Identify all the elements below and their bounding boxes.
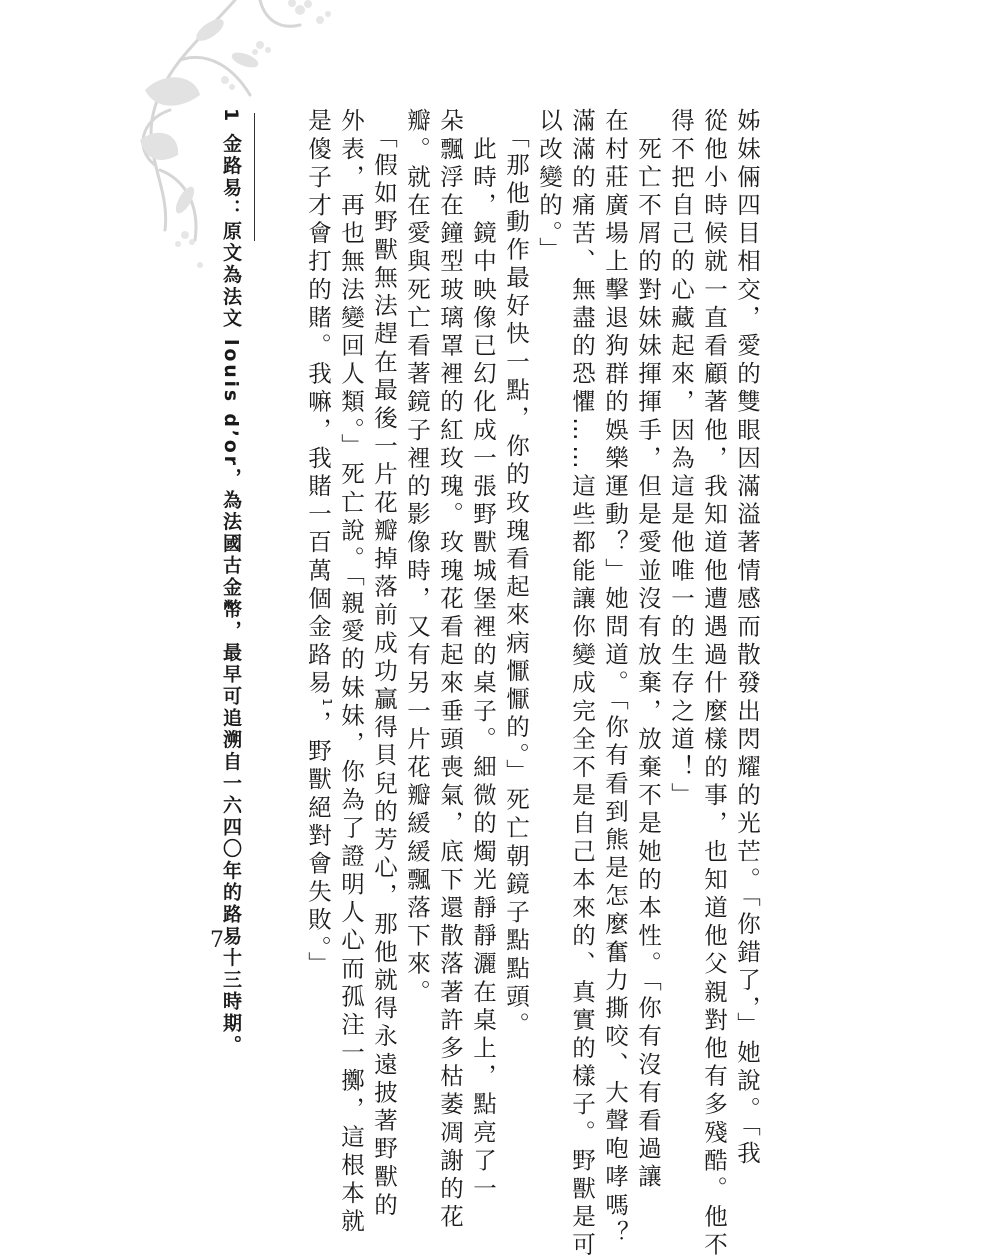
text-column-1: 姊妹倆四目相交，愛的雙眼因滿溢著情感而散發出閃耀的光芒。「你錯了，」她說。「我: [733, 108, 761, 1169]
footnote: 1 金路易：原文為法文 louis d’or，為法國古金幣，最早可追溯自一六四〇年的路易十三時期。: [220, 108, 242, 1057]
text-column-3: 得不把自己的心藏起來，因為這是他唯一的生存之道！」: [667, 108, 695, 811]
text-column-2: 從他小時候就一直看顧著他，我知道他遭遇過什麼樣的事，也知道他父親對他有多殘酷。他不: [700, 108, 728, 1260]
text-column-8: 「那他動作最好快一點，你的玫瑰看起來病懨懨的。」死亡朝鏡子點點頭。: [502, 108, 530, 1040]
text-column-12: 「假如野獸無法趕在最後一片花瓣掉落前成功贏得貝兒的芳心，那他就得永遠披著野獸的: [370, 108, 398, 1221]
page-number: 7: [210, 928, 224, 953]
text-column-4: 死亡不屑的對妹妹揮揮手，但是愛並沒有放棄，放棄不是她的本性。「你有沒有看過讓: [634, 108, 662, 1193]
text-column-13: 外表，再也無法變回人類。」死亡說。「親愛的妹妹，你為了證明人心而孤注一擲，這根本就: [337, 108, 365, 1237]
text-column-5: 在村莊廣場上擊退狗群的娛樂運動？」她問道。「你有看到熊是怎麼奮力撕咬、大聲咆哮嗎？: [601, 108, 629, 1249]
footnote-divider: [254, 113, 255, 241]
text-column-14-after: ，野獸絕對會失敗。」: [304, 710, 332, 980]
text-column-7: 以改變的。」: [535, 108, 563, 265]
text-column-9: 此時，鏡中映像已幻化成一張野獸城堡裡的桌子。細微的燭光靜靜灑在桌上，點亮了一: [469, 108, 497, 1204]
text-column-11: 瓣。就在愛與死亡看著鏡子裡的影像時，又有另一片花瓣緩緩飄落下來。: [403, 108, 431, 1008]
text-column-10: 朵飄浮在鐘型玻璃罩裡的紅玫瑰。玫瑰花看起來垂頭喪氣，底下還散落著許多枯萎凋謝的花: [436, 108, 464, 1232]
text-column-14: [301, 108, 344, 980]
text-column-6: 滿滿的痛苦、無盡的恐懼……這些都能讓你變成完全不是自己本來的、真實的樣子。野獸是可: [568, 108, 596, 1260]
footnote-marker: 1: [319, 698, 334, 711]
text-column-14-before: 是傻子才會打的賭。我嘛，我賭一百萬個金路易: [304, 108, 332, 699]
